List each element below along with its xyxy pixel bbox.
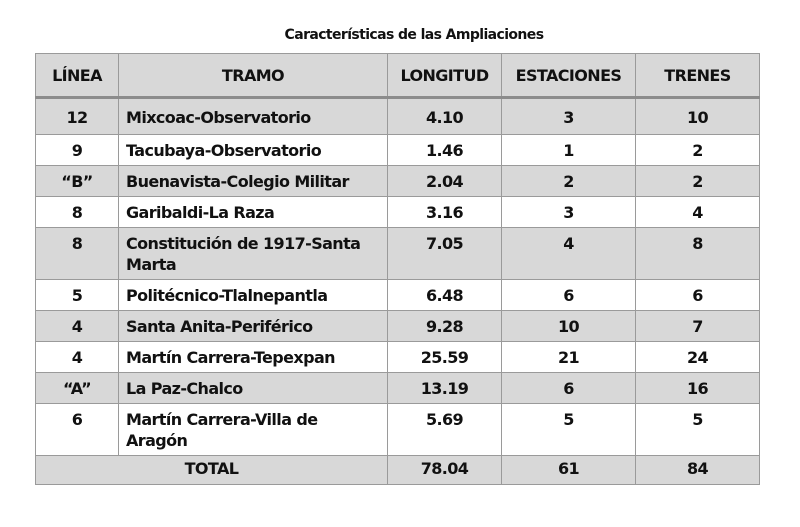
table-row xyxy=(36,197,760,228)
cell-linea: “A” xyxy=(36,373,119,404)
ampliaciones-table xyxy=(35,53,760,485)
table-row xyxy=(36,228,760,280)
cell-estaciones: 2 xyxy=(502,166,636,197)
cell-linea: 6 xyxy=(36,404,119,456)
header-row xyxy=(36,54,760,98)
cell-linea: “B” xyxy=(36,166,119,197)
header-estaciones: ESTACIONES xyxy=(502,54,636,98)
cell-longitud: 3.16 xyxy=(388,197,502,228)
cell-estaciones: 6 xyxy=(502,373,636,404)
cell-estaciones: 4 xyxy=(502,228,636,280)
cell-trenes: 5 xyxy=(636,404,760,456)
cell-trenes: 2 xyxy=(636,135,760,166)
cell-estaciones: 21 xyxy=(502,342,636,373)
cell-longitud: 5.69 xyxy=(388,404,502,456)
total-estaciones: 61 xyxy=(502,456,636,485)
cell-linea: 8 xyxy=(36,197,119,228)
cell-tramo: Mixcoac-Observatorio xyxy=(119,98,388,135)
total-row xyxy=(36,456,760,485)
table-row xyxy=(36,373,760,404)
table-caption: Características de las Ampliaciones xyxy=(284,27,544,43)
cell-estaciones: 3 xyxy=(502,98,636,135)
cell-longitud: 9.28 xyxy=(388,311,502,342)
cell-longitud: 25.59 xyxy=(388,342,502,373)
cell-estaciones: 5 xyxy=(502,404,636,456)
cell-tramo: Martín Carrera-Villa de Aragón xyxy=(119,404,388,456)
table-row xyxy=(36,404,760,456)
cell-tramo: Tacubaya-Observatorio xyxy=(119,135,388,166)
total-trenes: 84 xyxy=(636,456,760,485)
cell-longitud: 6.48 xyxy=(388,280,502,311)
cell-linea: 12 xyxy=(36,98,119,135)
cell-tramo: La Paz-Chalco xyxy=(119,373,388,404)
cell-longitud: 4.10 xyxy=(388,98,502,135)
cell-trenes: 2 xyxy=(636,166,760,197)
cell-tramo: Buenavista-Colegio Militar xyxy=(119,166,388,197)
header-tramo: TRAMO xyxy=(119,54,388,98)
table-row xyxy=(36,166,760,197)
cell-linea: 9 xyxy=(36,135,119,166)
cell-tramo: Martín Carrera-Tepexpan xyxy=(119,342,388,373)
cell-estaciones: 10 xyxy=(502,311,636,342)
total-label: TOTAL xyxy=(36,456,388,485)
cell-linea: 4 xyxy=(36,311,119,342)
cell-longitud: 7.05 xyxy=(388,228,502,280)
cell-trenes: 4 xyxy=(636,197,760,228)
cell-tramo: Garibaldi-La Raza xyxy=(119,197,388,228)
cell-longitud: 1.46 xyxy=(388,135,502,166)
table-row xyxy=(36,135,760,166)
table-row xyxy=(36,98,760,135)
cell-trenes: 7 xyxy=(636,311,760,342)
header-longitud: LONGITUD xyxy=(388,54,502,98)
table-row xyxy=(36,342,760,373)
cell-trenes: 10 xyxy=(636,98,760,135)
cell-linea: 8 xyxy=(36,228,119,280)
table-row xyxy=(36,280,760,311)
cell-estaciones: 1 xyxy=(502,135,636,166)
cell-trenes: 6 xyxy=(636,280,760,311)
cell-tramo: Constitución de 1917-Santa Marta xyxy=(119,228,388,280)
cell-linea: 5 xyxy=(36,280,119,311)
cell-linea: 4 xyxy=(36,342,119,373)
header-trenes: TRENES xyxy=(636,54,760,98)
cell-tramo: Santa Anita-Periférico xyxy=(119,311,388,342)
table-row xyxy=(36,311,760,342)
cell-tramo: Politécnico-Tlalnepantla xyxy=(119,280,388,311)
cell-estaciones: 3 xyxy=(502,197,636,228)
cell-longitud: 2.04 xyxy=(388,166,502,197)
cell-longitud: 13.19 xyxy=(388,373,502,404)
cell-trenes: 24 xyxy=(636,342,760,373)
cell-estaciones: 6 xyxy=(502,280,636,311)
total-longitud: 78.04 xyxy=(388,456,502,485)
cell-trenes: 8 xyxy=(636,228,760,280)
cell-trenes: 16 xyxy=(636,373,760,404)
header-linea: LÍNEA xyxy=(36,54,119,98)
